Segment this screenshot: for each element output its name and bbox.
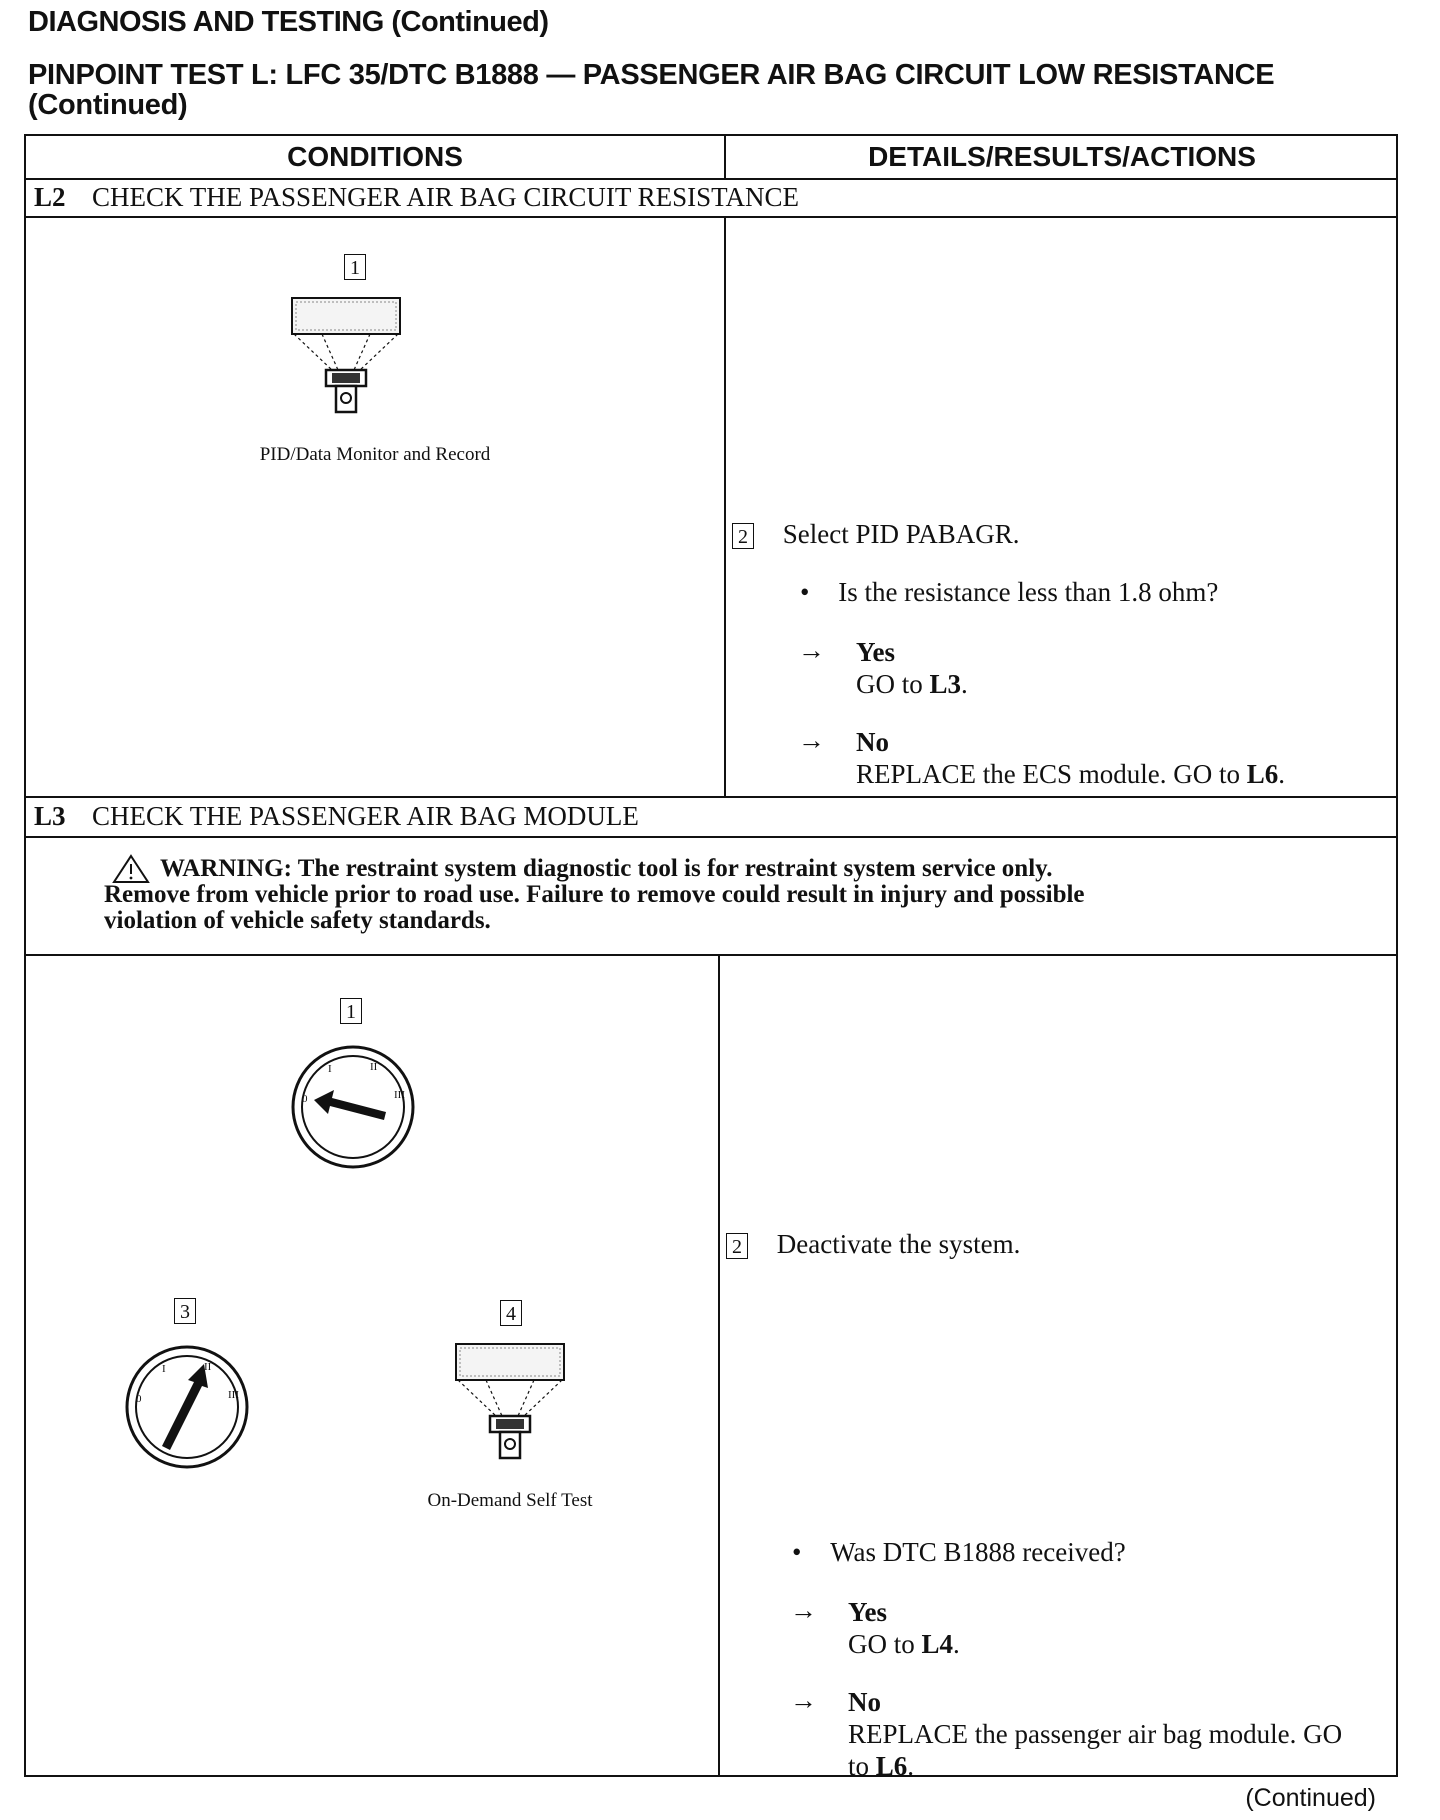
pinpoint-test-title	[28, 60, 1408, 120]
test-title-line2: (Continued)	[28, 89, 188, 121]
l3-figure-3	[174, 1298, 196, 1324]
l3-yes-action-suffix: .	[953, 1629, 960, 1659]
l2-no-label: No	[856, 727, 889, 757]
l3-warning-text	[104, 856, 1304, 934]
l2-yes-action	[856, 668, 968, 700]
l2-question-text: Is the resistance less than 1.8 ohm?	[838, 577, 1219, 607]
l2-question	[800, 576, 1218, 608]
column-header-details: DETAILS/RESULTS/ACTIONS	[868, 141, 1256, 172]
diagnostic-tool-icon	[286, 294, 406, 414]
step-l3-title: CHECK THE PASSENGER AIR BAG MODULE	[92, 801, 639, 831]
column-header-conditions: CONDITIONS	[287, 141, 463, 172]
l3-figure-1	[340, 998, 362, 1024]
l2-figure-1-caption: PID/Data Monitor and Record	[259, 444, 491, 465]
pinpoint-test-table	[24, 134, 1398, 1781]
l2-no-branch	[798, 726, 1285, 790]
l2-yes-branch	[798, 636, 968, 700]
l2-action-text: Select PID PABAGR.	[782, 519, 1020, 549]
l2-figure-1-number: 1	[344, 254, 366, 280]
step-l3-id: L3	[34, 801, 66, 831]
step-l2-id: L2	[34, 182, 66, 212]
l2-yes-label: Yes	[856, 637, 895, 667]
step-l2-title-row	[34, 180, 799, 214]
l3-yes-action-text: GO to	[848, 1629, 922, 1659]
bullet-icon: •	[792, 1537, 802, 1567]
l3-no-label: No	[848, 1687, 881, 1717]
l2-figure-1	[344, 254, 366, 280]
l2-action-number: 2	[732, 523, 754, 549]
switch-mark-1: I	[328, 1063, 332, 1075]
l3-figure-4-caption: On-Demand Self Test	[427, 1490, 593, 1511]
l2-no-action-suffix: .	[1278, 759, 1286, 789]
l2-title-rule	[26, 216, 1396, 218]
switch-mark-3: III	[228, 1389, 239, 1401]
l2-no-action-ref: L6	[1246, 759, 1279, 789]
arrow-right-icon: →	[790, 1685, 817, 1715]
l3-yes-label: Yes	[848, 1597, 887, 1627]
l3-no-action-line1: REPLACE the passenger air bag module. GO	[848, 1719, 1343, 1749]
l3-no-action-line2-text: to	[848, 1751, 876, 1781]
l3-yes-action-ref: L4	[921, 1629, 954, 1659]
l3-warning-rule	[26, 954, 1396, 956]
l2-yes-action-text: GO to	[856, 669, 930, 699]
ignition-switch-run-icon	[122, 1342, 252, 1472]
l2-yes-action-suffix: .	[961, 669, 968, 699]
l3-no-action-suffix: .	[907, 1751, 915, 1781]
test-title-line1: PINPOINT TEST L: LFC 35/DTC B1888 — PASSENGER AIR BAG CIRCUIT LOW RESISTANCE	[28, 59, 1275, 91]
l3-figure-3-number: 3	[174, 1298, 196, 1324]
l3-warning-line1: WARNING: The restraint system diagnostic tool is for restraint system service only.	[160, 855, 1053, 882]
l3-warning-line3: violation of vehicle safety standards.	[104, 907, 491, 934]
l3-question-text: Was DTC B1888 received?	[830, 1537, 1126, 1567]
l3-action-text: Deactivate the system.	[776, 1229, 1021, 1259]
l3-warning-row	[26, 836, 1396, 954]
arrow-right-icon: →	[790, 1595, 817, 1625]
l2-action	[732, 518, 1020, 550]
l3-question	[792, 1536, 1126, 1568]
diagnostic-tool-icon	[450, 1340, 570, 1460]
l3-no-branch	[790, 1686, 1342, 1782]
section-title: DIAGNOSIS AND TESTING (Continued)	[28, 6, 549, 38]
step-l3-title-row	[34, 799, 639, 833]
bullet-icon: •	[800, 577, 810, 607]
ignition-switch-off-icon	[288, 1042, 418, 1172]
switch-mark-0: 0	[136, 1393, 142, 1405]
l3-warning-line2: Remove from vehicle prior to road use. Failure to remove could result in injury and possible	[104, 881, 1085, 908]
l3-yes-branch	[790, 1596, 960, 1660]
step-l2-title: CHECK THE PASSENGER AIR BAG CIRCUIT RESISTANCE	[92, 182, 799, 212]
l2-column-divider	[724, 216, 726, 796]
l3-yes-action	[848, 1628, 960, 1660]
l3-no-action-line2	[848, 1750, 1342, 1782]
arrow-right-icon: →	[798, 725, 825, 755]
continued-footer: (Continued)	[1245, 1784, 1376, 1812]
l2-yes-action-ref: L3	[929, 669, 962, 699]
l3-column-divider	[718, 954, 720, 1777]
l3-no-action-ref: L6	[875, 1751, 908, 1781]
l2-no-action-text: REPLACE the ECS module. GO to	[856, 759, 1247, 789]
switch-mark-2: II	[204, 1361, 212, 1373]
l3-action	[726, 1228, 1020, 1260]
switch-mark-2: II	[370, 1061, 378, 1073]
switch-mark-0: 0	[302, 1093, 308, 1105]
l3-figure-4	[500, 1300, 522, 1326]
l2-end-rule	[26, 796, 1396, 798]
l3-figure-1-number: 1	[340, 998, 362, 1024]
l3-action-number: 2	[726, 1233, 748, 1259]
arrow-right-icon: →	[798, 635, 825, 665]
switch-mark-3: III	[394, 1089, 405, 1101]
l3-figure-4-number: 4	[500, 1300, 522, 1326]
l2-no-action	[856, 758, 1285, 790]
header-divider	[724, 136, 726, 178]
switch-mark-1: I	[162, 1363, 166, 1375]
